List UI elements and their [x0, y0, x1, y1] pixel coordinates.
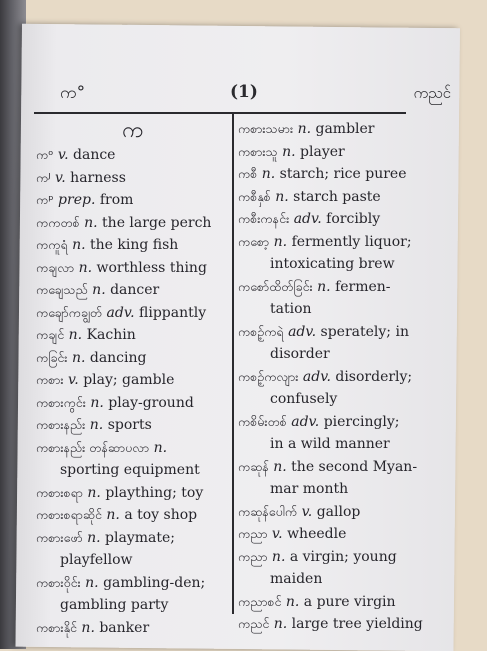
definition: forcibly	[326, 211, 381, 227]
dictionary-entry	[238, 141, 408, 164]
part-of-speech: n.	[273, 616, 288, 632]
definition: piercingly;	[323, 413, 400, 430]
page-header	[40, 82, 461, 112]
header-rule	[34, 112, 406, 114]
headword: ကစဉ့်ကလျား	[238, 368, 299, 384]
headword: ကစိမ်းတစ်	[238, 413, 287, 429]
headword: ကစားစရာဆိုင်	[36, 507, 102, 522]
part-of-speech: n.	[92, 282, 106, 298]
part-of-speech: adv.	[288, 323, 317, 340]
definition: Kachin	[86, 327, 136, 343]
part-of-speech: n.	[285, 593, 300, 610]
part-of-speech: n.	[81, 619, 95, 636]
definition: gambling-den;	[103, 574, 206, 591]
headword: ကစားဖော်	[36, 529, 83, 545]
definition: play-ground	[108, 394, 194, 411]
dictionary-entry	[238, 501, 408, 524]
definition: a pure virgin	[303, 593, 396, 610]
dictionary-entry	[36, 279, 230, 302]
part-of-speech: n.	[89, 417, 104, 433]
definition: play; gamble	[83, 372, 175, 388]
section-letter: က	[122, 118, 144, 143]
column-divider	[232, 114, 234, 614]
part-of-speech: n.	[71, 349, 86, 366]
definition: dancer	[110, 282, 160, 298]
definition: harness	[70, 169, 126, 186]
headword: ကစော်ထိတ်ခြင်း	[238, 278, 313, 294]
headword: ကစီနှစ်	[238, 188, 271, 204]
dictionary-entry	[36, 482, 230, 505]
definition: gambler	[315, 121, 375, 137]
definition: fermently liquor;	[291, 233, 412, 250]
dictionary-entry	[238, 208, 408, 231]
headword: ကစား	[36, 372, 64, 387]
headword: ကစားနိုင်	[36, 619, 77, 635]
left-entry-list	[36, 144, 230, 639]
part-of-speech: n.	[72, 237, 86, 253]
guide-word-left: က°	[60, 83, 86, 103]
definition: disorderly;	[335, 368, 413, 385]
headword: ကစီးကနင်း	[238, 211, 290, 226]
dictionary-entry	[238, 591, 408, 614]
dictionary-entry	[238, 366, 413, 389]
page-number: (1)	[230, 82, 258, 102]
headword: ကᵖ	[36, 192, 54, 207]
headword: ကကတစ်	[36, 214, 80, 230]
part-of-speech: n.	[282, 143, 296, 160]
headword: ကစားသမား	[238, 121, 294, 136]
dictionary-entry	[36, 347, 230, 370]
headword: ကᵒ	[36, 147, 54, 162]
part-of-speech: n.	[297, 121, 312, 137]
dictionary-entry	[238, 118, 408, 141]
part-of-speech: adv.	[302, 368, 331, 385]
part-of-speech: n.	[275, 188, 289, 205]
dictionary-entry	[238, 411, 408, 434]
part-of-speech: n.	[271, 548, 286, 565]
headword: ကညာစင်	[238, 593, 282, 609]
part-of-speech: n.	[84, 214, 98, 231]
dictionary-entry	[36, 212, 230, 235]
part-of-speech: n.	[273, 233, 288, 250]
headword: ကကူရံ	[36, 237, 68, 252]
definition: player	[300, 143, 345, 160]
dictionary-entry	[36, 302, 230, 325]
definition-continuation: tation	[270, 301, 312, 317]
dictionary-entry	[36, 324, 230, 347]
dictionary-entry	[36, 167, 230, 190]
left-column	[36, 118, 230, 639]
dictionary-entry	[36, 414, 230, 437]
dictionary-entry	[238, 276, 408, 299]
right-entry-list	[238, 118, 423, 636]
part-of-speech: n.	[87, 529, 101, 546]
dictionary-entry	[36, 234, 230, 257]
guide-word-right: ကညင်	[413, 84, 451, 102]
dictionary-entry	[238, 186, 408, 209]
headword: ကစားနည်း တန်ဆာပလာ	[36, 439, 150, 455]
headword: ကစဉ့်ကရဲ	[238, 323, 284, 339]
dictionary-entry	[36, 617, 230, 640]
definition-continuation: intoxicating brew	[270, 256, 395, 272]
definition: starch; rice puree	[279, 166, 407, 182]
dictionary-entry	[36, 437, 230, 460]
part-of-speech: n.	[78, 259, 93, 276]
part-of-speech: n.	[106, 507, 120, 523]
headword: ကစားဝိုင်း	[36, 574, 81, 590]
headword: ကစားနည်း	[36, 417, 86, 432]
headword: ကစီ	[238, 166, 258, 181]
definition: a virgin; young	[289, 548, 397, 565]
definition: the second Myan-	[291, 458, 418, 475]
definition: starch paste	[293, 188, 381, 205]
dictionary-entry	[36, 572, 230, 595]
part-of-speech: n.	[68, 327, 83, 343]
dictionary-entry	[238, 321, 408, 344]
headword: ကစားကွင်း	[36, 394, 86, 410]
definition-continuation: sporting equipment	[60, 462, 200, 478]
definition-continuation: confusely	[270, 391, 338, 407]
definition: sports	[107, 417, 152, 433]
headword: ကညာ	[238, 548, 268, 564]
headword: ကစားစရာ	[36, 484, 83, 500]
headword: ကချေသည်	[36, 282, 88, 297]
part-of-speech: v.	[68, 372, 79, 388]
part-of-speech: adv.	[293, 211, 322, 227]
dictionary-entry	[36, 257, 230, 280]
part-of-speech: n.	[85, 574, 99, 591]
dictionary-entry	[238, 456, 418, 479]
definition: gallop	[316, 503, 361, 520]
dictionary-entry	[36, 369, 230, 392]
headword: ကချလာ	[36, 259, 75, 275]
dictionary-entry	[36, 189, 230, 212]
definition-continuation: maiden	[270, 571, 323, 587]
dictionary-entry	[238, 613, 423, 636]
headword: ကချော်ကချွတ်	[36, 304, 103, 320]
part-of-speech: n.	[90, 394, 104, 411]
part-of-speech: v.	[301, 503, 313, 520]
definition: plaything; toy	[105, 484, 204, 501]
definition: the large perch	[102, 214, 212, 231]
part-of-speech: n.	[273, 458, 287, 475]
dictionary-entry	[238, 231, 412, 254]
headword: ကညာ	[238, 526, 268, 541]
part-of-speech: n.	[87, 484, 101, 501]
headword: ကချင်	[36, 327, 65, 342]
part-of-speech: n.	[261, 166, 276, 182]
definition: wheedle	[287, 526, 347, 542]
dictionary-entry	[36, 527, 230, 550]
definition-continuation: gambling party	[60, 597, 169, 613]
definition: playmate;	[105, 529, 175, 546]
part-of-speech: n.	[153, 439, 168, 456]
definition: dance	[73, 147, 116, 163]
headword: ကဆုန်	[238, 458, 269, 474]
definition: a toy shop	[124, 507, 198, 523]
definition-continuation: in a wild manner	[270, 436, 390, 452]
dictionary-entry	[238, 163, 408, 186]
definition: fermen-	[335, 278, 391, 295]
part-of-speech: prep.	[58, 192, 96, 208]
part-of-speech: v.	[57, 147, 69, 163]
part-of-speech: v.	[271, 526, 283, 542]
definition-continuation: mar month	[270, 481, 349, 497]
definition: worthless thing	[96, 259, 207, 276]
headword: ကᴶ	[36, 169, 51, 185]
definition: sperately; in	[320, 323, 409, 340]
headword: ကဆုန်ပေါက်	[238, 503, 298, 519]
definition-continuation: disorder	[270, 346, 330, 362]
headword: ကခြင်း	[36, 349, 68, 365]
definition: from	[99, 192, 134, 208]
dictionary-entry	[238, 546, 408, 569]
dictionary-entry	[36, 144, 230, 167]
definition-continuation: playfellow	[60, 552, 133, 568]
dictionary-entry	[36, 504, 230, 527]
headword: ကစော့	[238, 233, 270, 249]
part-of-speech: v.	[55, 169, 66, 186]
headword: ကစားသူ	[238, 143, 278, 159]
part-of-speech: adv.	[291, 413, 320, 430]
definition: banker	[99, 619, 150, 636]
headword: ကညင်	[238, 616, 270, 631]
dictionary-entry	[36, 392, 230, 415]
part-of-speech: adv.	[106, 304, 135, 321]
definition: flippantly	[139, 304, 207, 321]
right-column	[238, 118, 423, 636]
definition: large tree yielding	[291, 616, 423, 632]
dictionary-entry	[238, 523, 408, 546]
definition: the king fish	[90, 237, 179, 253]
part-of-speech: n.	[317, 278, 331, 295]
definition: dancing	[89, 349, 147, 366]
